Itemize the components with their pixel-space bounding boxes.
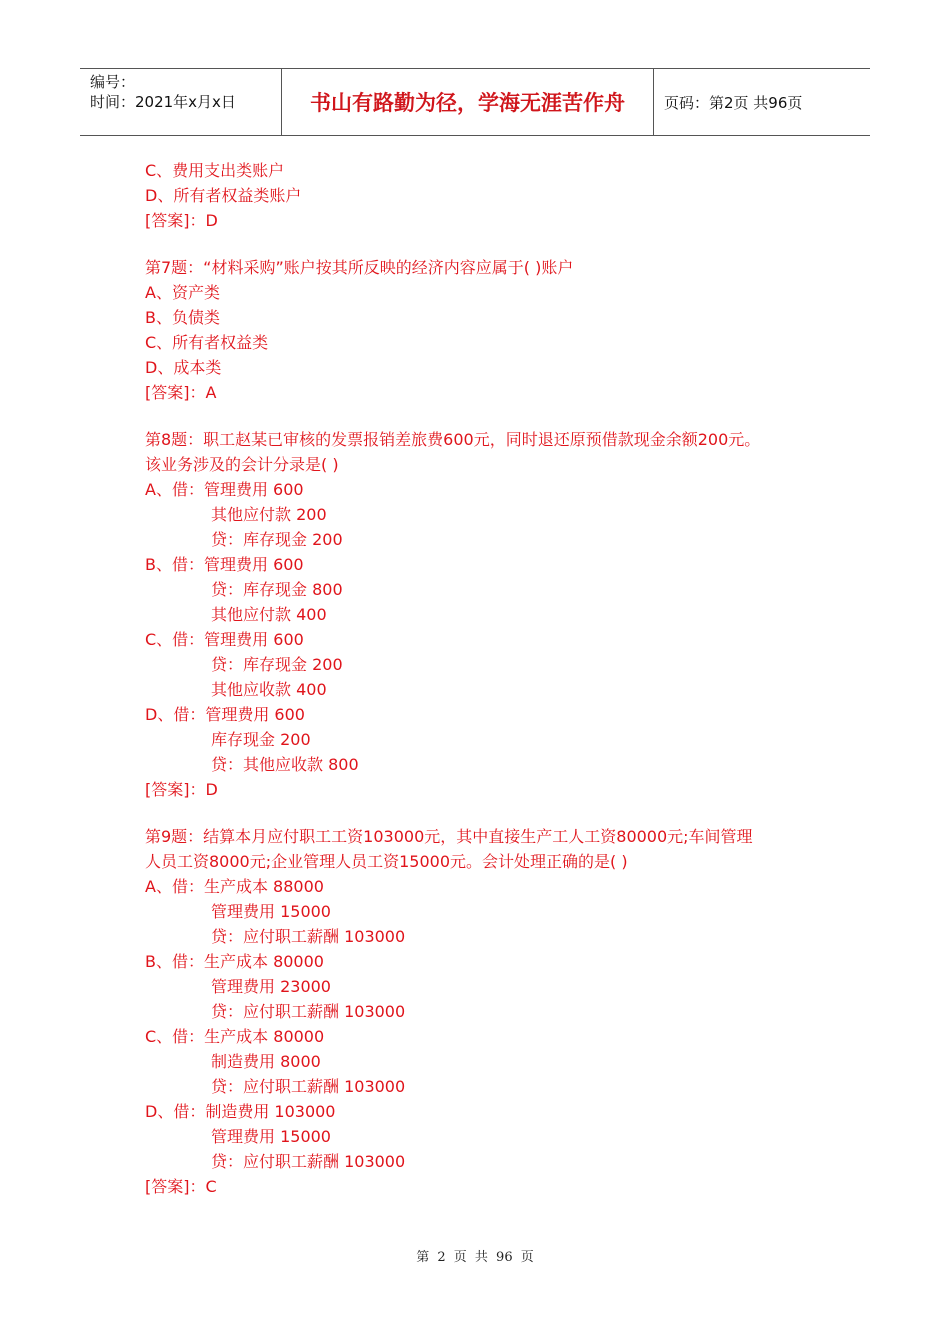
- text-line: 贷：应付职工薪酬 103000: [211, 927, 406, 946]
- text-line: 其他应收款 400: [211, 680, 327, 699]
- text-line: C、费用支出类账户: [145, 161, 285, 180]
- question-block: [145, 427, 825, 802]
- text-line: C、所有者权益类: [145, 333, 269, 352]
- question-block: [145, 158, 825, 233]
- text-line: 管理费用 15000: [211, 1127, 331, 1146]
- text-line: [答案]：C: [145, 1177, 217, 1196]
- question-block: [145, 824, 825, 1199]
- text-line: [答案]：D: [145, 780, 218, 799]
- header-motto: 书山有路勤为径，学海无涯苦作舟: [282, 69, 654, 135]
- block-spacer: [145, 405, 825, 427]
- text-line: 贷：库存现金 200: [211, 655, 343, 674]
- text-line: 贷：应付职工薪酬 103000: [211, 1152, 406, 1171]
- document-date-label: 时间：2021年x月x日: [90, 93, 236, 111]
- question-block: [145, 255, 825, 405]
- text-line: C、借：生产成本 80000: [145, 1027, 325, 1046]
- text-line: D、所有者权益类账户: [145, 186, 302, 205]
- page-header: [80, 68, 870, 136]
- document-number-label: 编号：: [90, 73, 136, 91]
- text-line: 贷：库存现金 800: [211, 580, 343, 599]
- text-line: B、借：管理费用 600: [145, 555, 304, 574]
- text-line: 管理费用 23000: [211, 977, 331, 996]
- text-line: A、资产类: [145, 283, 220, 302]
- text-line: A、借：生产成本 88000: [145, 877, 324, 896]
- text-line: 其他应付款 400: [211, 605, 327, 624]
- text-line: A、借：管理费用 600: [145, 480, 304, 499]
- text-line: [答案]：D: [145, 211, 218, 230]
- text-line: D、借：制造费用 103000: [145, 1102, 336, 1121]
- text-line: D、借：管理费用 600: [145, 705, 305, 724]
- text-line: B、负债类: [145, 308, 220, 327]
- page-footer: 第 2 页 共 96 页: [416, 1250, 534, 1265]
- text-line: 第7题：“材料采购”账户按其所反映的经济内容应属于( )账户: [145, 258, 574, 277]
- text-line: 贷：库存现金 200: [211, 530, 343, 549]
- header-meta-cell: [80, 69, 282, 135]
- text-line: 管理费用 15000: [211, 902, 331, 921]
- text-line: C、借：管理费用 600: [145, 630, 304, 649]
- text-line: B、借：生产成本 80000: [145, 952, 324, 971]
- text-line: 第8题：职工赵某已审核的发票报销差旅费600元，同时退还原预借款现金余额200元。: [145, 430, 761, 449]
- text-line: 人员工资8000元;企业管理人员工资15000元。会计处理正确的是( ): [145, 852, 628, 871]
- text-line: D、成本类: [145, 358, 222, 377]
- text-line: 制造费用 8000: [211, 1052, 321, 1071]
- text-line: 贷：应付职工薪酬 103000: [211, 1077, 406, 1096]
- header-page-info: 页码：第2页 共96页: [664, 93, 803, 112]
- text-line: 库存现金 200: [211, 730, 311, 749]
- text-line: 贷：其他应收款 800: [211, 755, 359, 774]
- text-line: 其他应付款 200: [211, 505, 327, 524]
- text-line: [答案]：A: [145, 383, 217, 402]
- text-line: 该业务涉及的会计分录是( ): [145, 455, 339, 474]
- block-spacer: [145, 233, 825, 255]
- text-line: 第9题：结算本月应付职工工资103000元，其中直接生产工人工资80000元;车间管理: [145, 827, 753, 846]
- question-content: [145, 158, 825, 1199]
- block-spacer: [145, 802, 825, 824]
- text-line: 贷：应付职工薪酬 103000: [211, 1002, 406, 1021]
